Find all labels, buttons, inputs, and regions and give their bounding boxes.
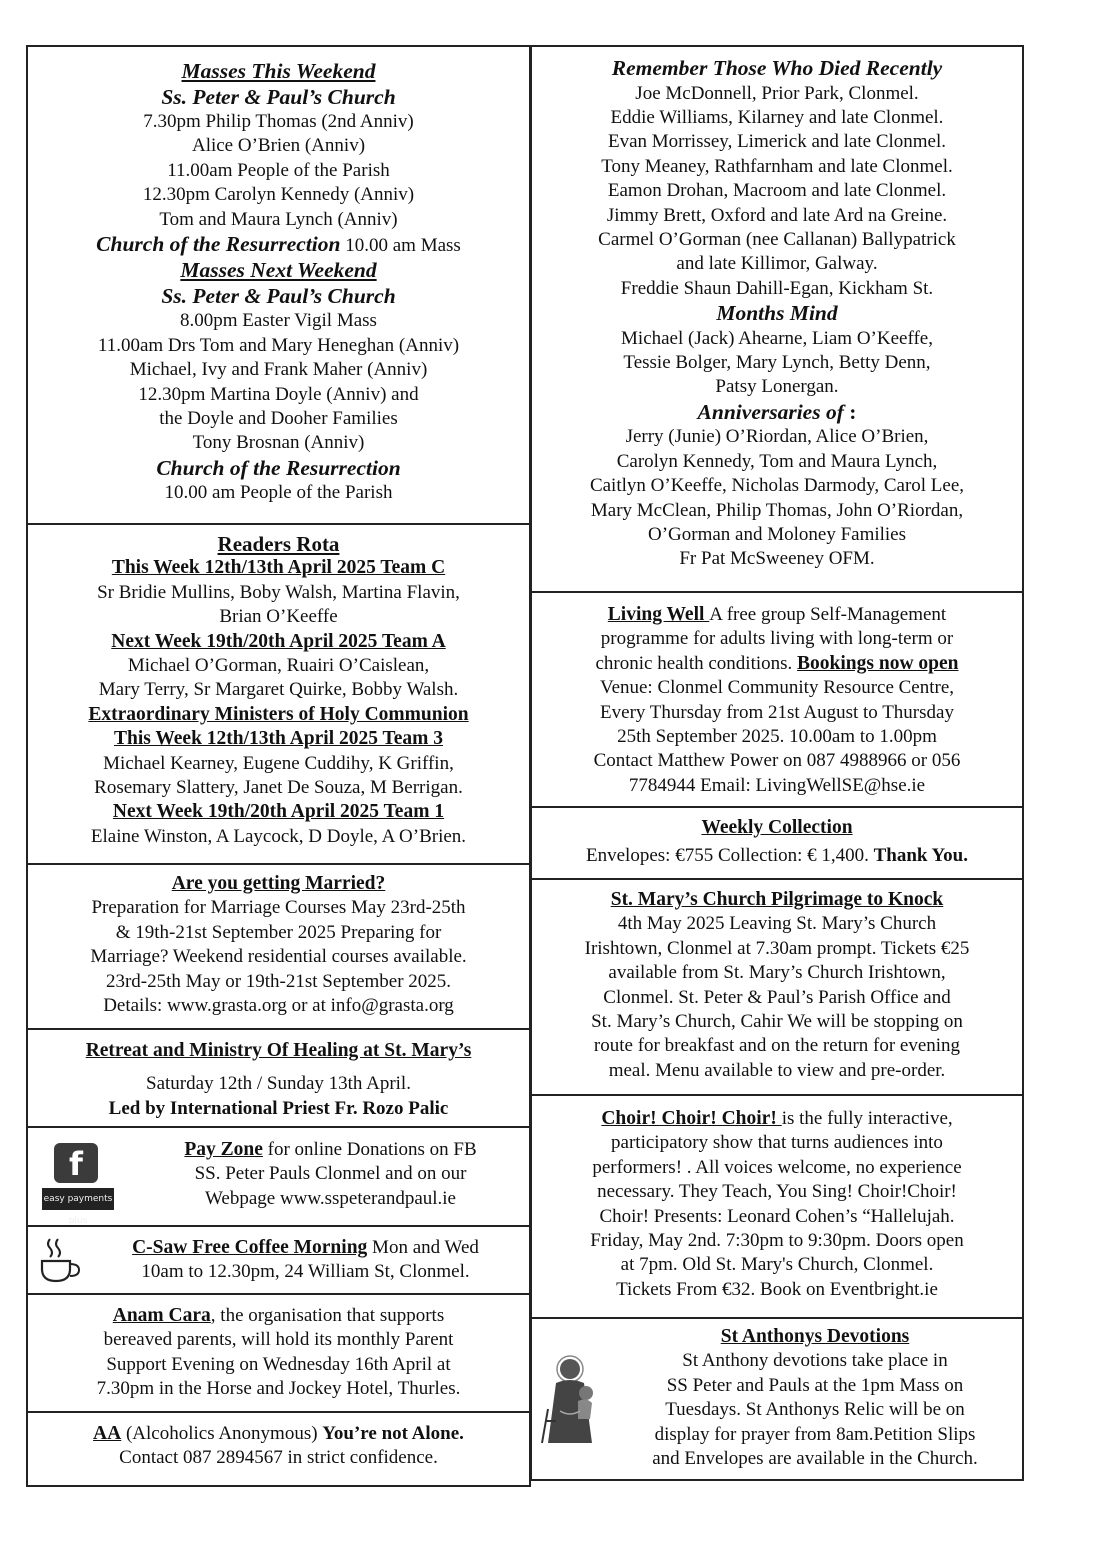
retreat-line: Led by International Priest Fr. Rozo Palic — [108, 1097, 449, 1119]
thank-you: Thank You. — [873, 845, 968, 867]
knock-line: St. Mary’s Church, Cahir We will be stopping on — [591, 1011, 963, 1033]
aa-line: Contact 087 2894567 in strict confidence. — [119, 1447, 438, 1469]
rota-line: Elaine Winston, A Laycock, D Doyle, A O’Brien. — [90, 825, 467, 847]
anthony-line: St Anthony devotions take place in — [682, 1350, 948, 1372]
choir-line: participatory show that turns audiences into — [611, 1132, 943, 1154]
anthony-text — [612, 1325, 1018, 1471]
living-line: programme for adults living with long-term or — [600, 628, 954, 650]
married-line: Preparation for Marriage Courses May 23rd-25th — [91, 897, 466, 919]
mass-line: 8.00pm Easter Vigil Mass — [180, 310, 377, 332]
married-line: & 19th-21st September 2025 Preparing for — [115, 921, 442, 943]
mass-line: 12.30pm Carolyn Kennedy (Anniv) — [142, 184, 415, 206]
st-anthony-box — [530, 1317, 1024, 1481]
anthony-line: SS Peter and Pauls at the 1pm Mass on — [666, 1374, 964, 1396]
coffee-box — [26, 1225, 531, 1295]
anniv-line: Caitlyn O’Keeffe, Nicholas Darmody, Carol Lee, — [589, 475, 965, 497]
anniversaries-heading — [532, 400, 1022, 426]
remember-line: Eamon Drohan, Macroom and late Clonmel. — [607, 180, 947, 202]
living-line — [532, 652, 1022, 676]
anam-line: Support Evening on Wednesday 16th April at — [106, 1353, 451, 1375]
payzone-rest: for online Donations on FB — [262, 1139, 477, 1160]
living-line: 25th September 2025. 10.00am to 1.00pm — [617, 726, 937, 748]
aa-title: AA — [93, 1423, 122, 1444]
anam-cara-box — [26, 1293, 531, 1413]
remember-box — [530, 45, 1024, 593]
knock-line: Clonmel. St. Peter & Paul’s Parish Office and — [603, 986, 951, 1008]
anam-title: Anam Cara — [112, 1305, 211, 1326]
anam-line: bereaved parents, will hold its monthly Parent — [103, 1329, 454, 1351]
rota-heading: This Week 12th/13th April 2025 Team 3 — [113, 728, 444, 750]
facebook-icon: f — [54, 1143, 98, 1183]
mass-line: 12.30pm Martina Doyle (Anniv) and — [138, 383, 419, 405]
married-title: Are you getting Married? — [171, 873, 386, 894]
choir-rest: is the fully interactive, — [781, 1108, 953, 1129]
living-title: Living Well — [607, 604, 710, 625]
remember-line: Jimmy Brett, Oxford and late Ard na Greine. — [606, 204, 948, 226]
aa-box — [26, 1411, 531, 1487]
retreat-line: Saturday 12th / Sunday 13th April. — [146, 1073, 411, 1095]
resurrection-line — [28, 232, 529, 258]
knock-box — [530, 878, 1024, 1096]
choir-box — [530, 1094, 1024, 1319]
rota-heading: Next Week 19th/20th April 2025 Team A — [111, 630, 446, 652]
collection-line — [532, 844, 1022, 868]
rota-heading: This Week 12th/13th April 2025 Team C — [111, 557, 446, 579]
coffee-cup-icon — [38, 1237, 82, 1285]
rota-line: Rosemary Slattery, Janet De Souza, M Berrigan. — [94, 777, 463, 799]
church-name: Ss. Peter & Paul’s Church — [161, 84, 396, 109]
mass-line: 11.00am Drs Tom and Mary Heneghan (Anniv) — [97, 334, 460, 356]
choir-line: Choir! Presents: Leonard Cohen’s “Hallelujah. — [599, 1205, 955, 1227]
anniversaries-colon: : — [843, 399, 857, 424]
rota-line: Michael O’Gorman, Ruairi O’Caislean, — [127, 655, 430, 677]
anam-rest: , the organisation that supports — [210, 1305, 445, 1326]
anam-line: 7.30pm in the Horse and Jockey Hotel, Thurles. — [96, 1378, 461, 1400]
payzone-line: SS. Peter Pauls Clonmel and on our — [194, 1163, 467, 1185]
mass-line: the Doyle and Dooher Families — [159, 408, 398, 430]
coffee-line — [88, 1236, 523, 1260]
rota-line: Michael Kearney, Eugene Cuddihy, K Griffin, — [103, 752, 454, 774]
remember-line: Eddie Williams, Kilarney and late Clonmel. — [610, 106, 944, 128]
resurrection-name: Church of the Resurrection — [96, 232, 341, 257]
choir-line: performers! . All voices welcome, no experience — [592, 1156, 962, 1178]
masses-box — [26, 45, 531, 525]
knock-line: Irishtown, Clonmel at 7.30am prompt. Tickets €25 — [584, 937, 970, 959]
st-anthony-icon — [538, 1351, 608, 1451]
masses-next-weekend-title: Masses Next Weekend — [180, 258, 377, 283]
readers-rota-title: Readers Rota — [217, 532, 340, 556]
living-line: Every Thursday from 21st August to Thursday — [600, 701, 954, 723]
coffee-text — [88, 1236, 523, 1285]
collection-amounts: Envelopes: €755 Collection: € 1,400. — [586, 845, 874, 867]
choir-line: Tickets From €32. Book on Eventbright.ie — [616, 1278, 938, 1300]
rota-line: Brian O’Keeffe — [219, 606, 338, 628]
knock-title: St. Mary’s Church Pilgrimage to Knock — [610, 889, 944, 910]
mass-line: 7.30pm Philip Thomas (2nd Anniv) — [143, 111, 414, 132]
payzone-line: Webpage www.sspeterandpaul.ie — [204, 1187, 456, 1209]
months-line: Tessie Bolger, Mary Lynch, Betty Denn, — [623, 352, 931, 374]
anniv-line: Fr Pat McSweeney OFM. — [679, 548, 875, 570]
anam-line — [28, 1304, 529, 1328]
rota-line: Mary Terry, Sr Margaret Quirke, Bobby Walsh. — [98, 679, 459, 701]
anthony-line: Tuesdays. St Anthonys Relic will be on — [665, 1399, 965, 1421]
anniv-line: Jerry (Junie) O’Riordan, Alice O’Brien, — [625, 426, 929, 448]
mass-line: 10.00 am People of the Parish — [164, 482, 393, 504]
married-box — [26, 863, 531, 1030]
aa-bold: You’re not Alone. — [322, 1423, 464, 1444]
married-line: Details: www.grasta.org or at info@grasta.org — [103, 995, 454, 1017]
remember-line: and late Killimor, Galway. — [676, 253, 878, 275]
resurrection-name: Church of the Resurrection — [156, 455, 401, 480]
anthony-title: St Anthonys Devotions — [720, 1326, 910, 1347]
collection-title: Weekly Collection — [701, 817, 853, 838]
anthony-line: and Envelopes are available in the Church. — [652, 1448, 978, 1470]
anniv-line: Carolyn Kennedy, Tom and Maura Lynch, — [616, 450, 938, 472]
readers-rota-box — [26, 523, 531, 865]
payzone-line — [138, 1138, 523, 1162]
retreat-box — [26, 1028, 531, 1128]
coffee-rest: Mon and Wed — [367, 1237, 479, 1258]
mass-line: 11.00am People of the Parish — [167, 159, 390, 181]
knock-line: available from St. Mary’s Church Irishtown, — [608, 962, 946, 984]
anniv-line: O’Gorman and Moloney Families — [647, 524, 907, 545]
living-line: Contact Matthew Power on 087 4988966 or 056 — [593, 750, 961, 772]
knock-line: 4th May 2025 Leaving St. Mary’s Church — [617, 913, 937, 935]
living-line: 7784944 Email: LivingWellSE@hse.ie — [628, 774, 926, 796]
coffee-line: 10am to 12.30pm, 24 William St, Clonmel. — [141, 1261, 470, 1283]
resurrection-time: 10.00 am Mass — [340, 235, 461, 257]
anniv-line: Mary McClean, Philip Thomas, John O’Riordan, — [590, 499, 964, 521]
remember-line: Joe McDonnell, Prior Park, Clonmel. — [635, 82, 919, 104]
payzone-box — [26, 1126, 531, 1227]
rota-heading: Next Week 19th/20th April 2025 Team 1 — [112, 801, 445, 823]
coffee-title: C-Saw Free Coffee Morning — [132, 1237, 368, 1258]
masses-this-weekend-title: Masses This Weekend — [181, 59, 376, 83]
mass-line: Tom and Maura Lynch (Anniv) — [159, 208, 398, 230]
choir-line: at 7pm. Old St. Mary's Church, Clonmel. — [620, 1254, 934, 1276]
payzone-title: Pay Zone — [184, 1139, 263, 1160]
choir-line: Friday, May 2nd. 7:30pm to 9:30pm. Doors open — [590, 1230, 964, 1252]
aa-line — [28, 1422, 529, 1446]
aa-mid: (Alcoholics Anonymous) — [121, 1423, 323, 1444]
rota-heading: Extraordinary Ministers of Holy Communion — [88, 703, 469, 725]
living-well-box — [530, 591, 1024, 808]
months-line: Michael (Jack) Ahearne, Liam O’Keeffe, — [621, 327, 933, 349]
mass-line: Michael, Ivy and Frank Maher (Anniv) — [129, 359, 428, 381]
remember-title: Remember Those Who Died Recently — [611, 56, 943, 80]
knock-line: meal. Menu available to view and pre-order. — [608, 1059, 946, 1081]
remember-line: Tony Meaney, Rathfarnham and late Clonmel. — [601, 155, 953, 177]
remember-line: Freddie Shaun Dahill-Egan, Kickham St. — [620, 277, 934, 299]
living-line: Venue: Clonmel Community Resource Centre, — [599, 677, 955, 699]
choir-line: necessary. They Teach, You Sing! Choir!Choir! — [597, 1181, 957, 1203]
bookings-open: Bookings now open — [797, 652, 959, 674]
mass-line: Tony Brosnan (Anniv) — [192, 432, 365, 454]
rota-line: Sr Bridie Mullins, Boby Walsh, Martina Flavin, — [97, 581, 460, 603]
living-l3a: chronic health conditions. — [595, 652, 798, 674]
living-rest: A free group Self-Management — [709, 604, 947, 625]
weekly-collection-box — [530, 806, 1024, 880]
remember-line: Evan Morrissey, Limerick and late Clonmel. — [607, 131, 947, 153]
church-name: Ss. Peter & Paul’s Church — [161, 283, 396, 308]
payzone-text — [138, 1138, 523, 1211]
anthony-line: display for prayer from 8am.Petition Slips — [654, 1423, 976, 1445]
months-mind-title: Months Mind — [716, 301, 838, 326]
anniversaries-title: Anniversaries of — [697, 399, 844, 424]
married-line: 23rd-25th May or 19th-21st September 2025. — [105, 970, 452, 992]
remember-line: Carmel O’Gorman (nee Callanan) Ballypatrick — [598, 228, 956, 250]
months-line: Patsy Lonergan. — [715, 376, 839, 398]
choir-title: Choir! Choir! Choir! — [601, 1108, 782, 1129]
knock-line: route for breakfast and on the return for evening — [593, 1035, 961, 1057]
easy-payments-logo: easy payments plus — [42, 1188, 114, 1210]
married-line: Marriage? Weekend residential courses available. — [90, 946, 467, 968]
retreat-title: Retreat and Ministry Of Healing at St. Mary’s — [85, 1040, 472, 1061]
living-line — [532, 603, 1022, 627]
mass-line: Alice O’Brien (Anniv) — [191, 135, 366, 157]
choir-line — [532, 1107, 1022, 1131]
